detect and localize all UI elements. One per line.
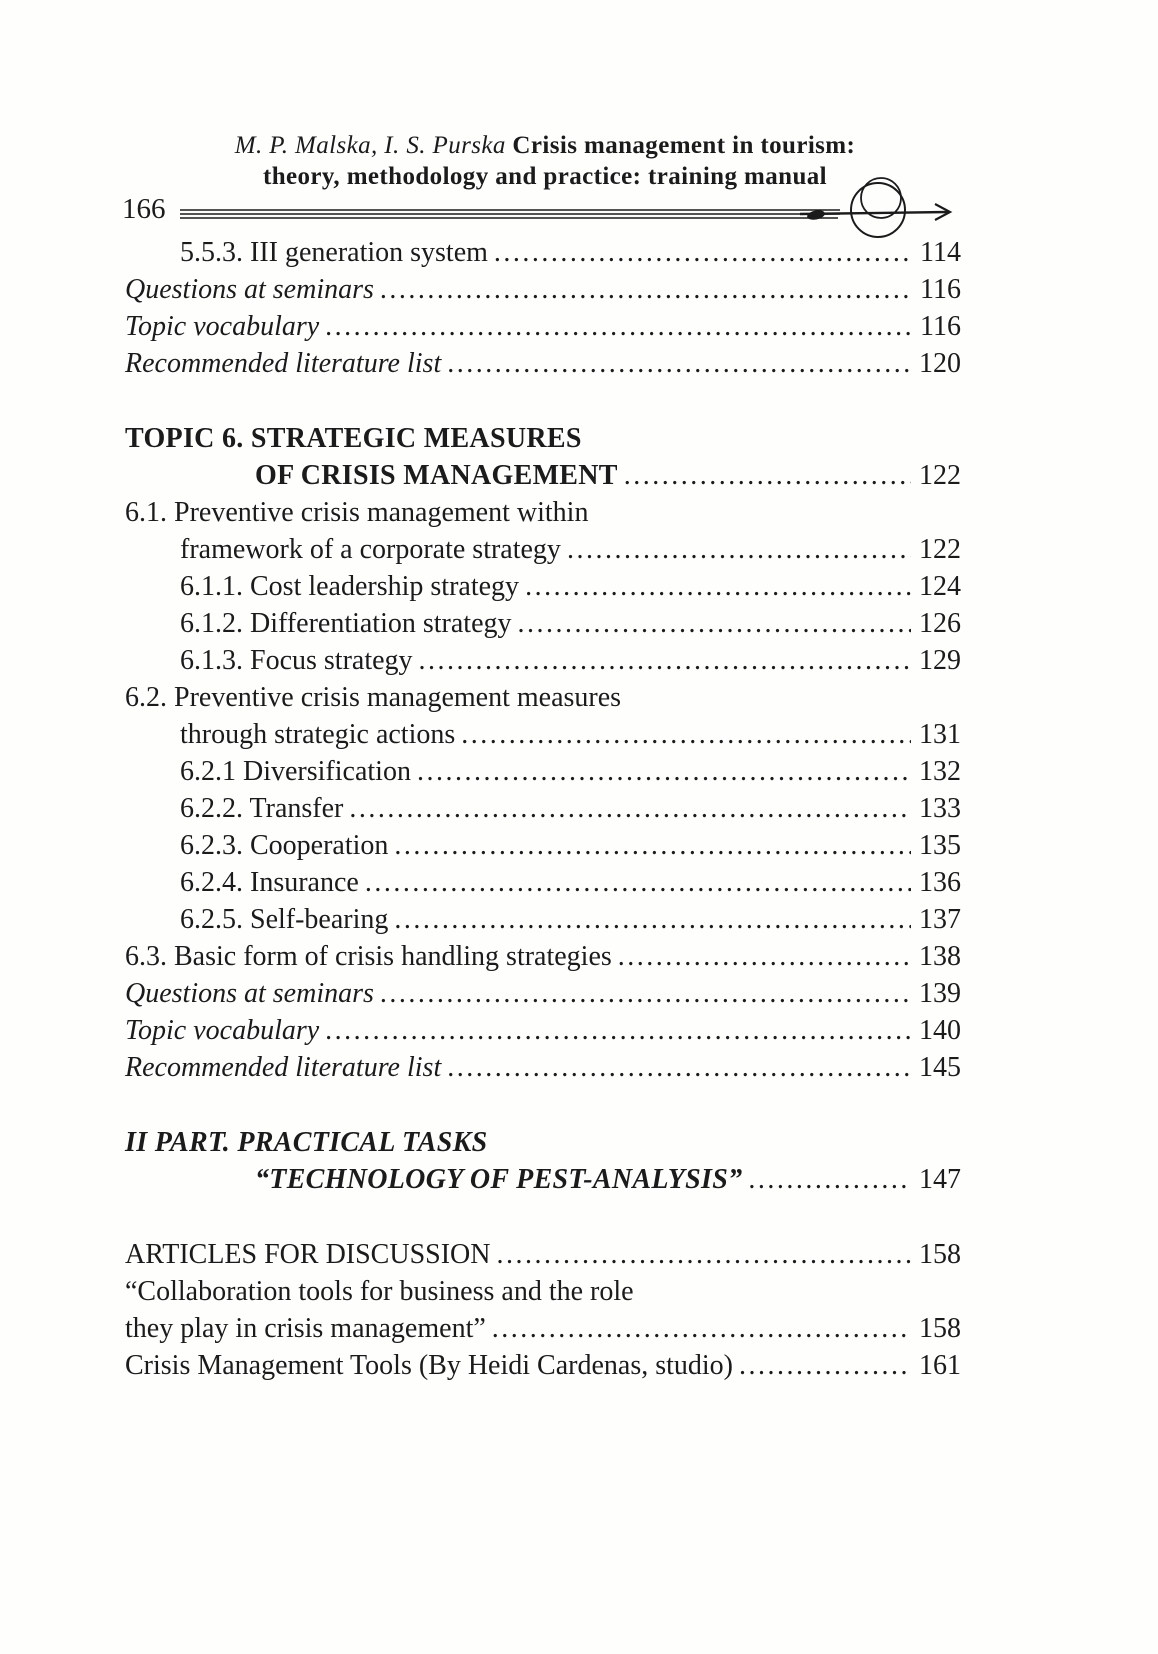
toc-page-number: 138 (919, 941, 961, 972)
toc-page-number: 116 (920, 311, 961, 342)
toc-entry-text: Crisis Management Tools (By Heidi Cardenas, studio) (125, 1350, 734, 1381)
toc-entry (125, 938, 961, 975)
toc-entry (125, 1124, 961, 1161)
toc-page-number: 147 (919, 1164, 961, 1195)
toc-entry-text: Topic vocabulary (125, 1015, 320, 1046)
toc-entry-text: 6.2. Preventive crisis management measures (125, 682, 622, 713)
dot-leader (380, 975, 911, 1012)
dot-leader (461, 716, 911, 753)
dot-leader (494, 234, 911, 271)
header-rule-row (122, 162, 968, 242)
toc-entry-text: TOPIC 6. STRATEGIC MEASURES (125, 423, 582, 454)
toc-entry-text: II PART. PRACTICAL TASKS (125, 1127, 488, 1158)
toc-page-number: 158 (919, 1313, 961, 1344)
toc-entry-text: they play in crisis management” (125, 1313, 486, 1344)
toc-entry (125, 1310, 961, 1347)
toc-entry-text: Recommended literature list (125, 1052, 442, 1083)
toc-entry (125, 494, 961, 531)
toc-entry (125, 234, 961, 271)
toc-entry-text: 6.2.2. Transfer (180, 793, 344, 824)
toc-entry-text: Questions at seminars (125, 978, 374, 1009)
toc-entry (125, 864, 961, 901)
toc-entry (125, 1273, 961, 1310)
toc-entry-text: ARTICLES FOR DISCUSSION (125, 1239, 491, 1270)
header-line-1 (125, 130, 965, 161)
dot-leader (525, 568, 911, 605)
toc-entry (125, 605, 961, 642)
toc-entry (125, 420, 961, 457)
toc-page-number: 114 (920, 237, 961, 268)
dot-leader (618, 938, 911, 975)
toc-page-number: 122 (919, 460, 961, 491)
toc-entry-text: OF CRISIS MANAGEMENT (255, 460, 618, 491)
toc-entry (125, 1049, 961, 1086)
dot-leader (748, 1161, 911, 1198)
toc-entry (125, 345, 961, 382)
toc-entry (125, 716, 961, 753)
dot-leader (417, 753, 911, 790)
dot-leader (518, 605, 911, 642)
toc-entry-text: Recommended literature list (125, 348, 442, 379)
dot-leader (447, 1049, 911, 1086)
toc-page-number: 124 (919, 571, 961, 602)
dot-leader (492, 1310, 911, 1347)
toc-entry-text: “Collaboration tools for business and the role (125, 1276, 634, 1307)
toc-entry-text: 6.1.1. Cost leadership strategy (180, 571, 520, 602)
toc-entry-text: 6.1. Preventive crisis management within (125, 497, 589, 528)
toc-entry-text: 6.2.4. Insurance (180, 867, 359, 898)
toc-page-number: 140 (919, 1015, 961, 1046)
dot-leader (349, 790, 911, 827)
toc-page-number: 126 (919, 608, 961, 639)
dot-leader (325, 1012, 911, 1049)
dot-leader (447, 345, 911, 382)
toc-entry-text: 6.1.2. Differentiation strategy (180, 608, 512, 639)
toc-page-number: 158 (919, 1239, 961, 1270)
dot-leader (419, 642, 911, 679)
toc-entry (125, 531, 961, 568)
toc-entry (125, 1236, 961, 1273)
toc-page-number: 122 (919, 534, 961, 565)
toc-entry-text: 6.1.3. Focus strategy (180, 645, 413, 676)
toc-entry-text: framework of a corporate strategy (180, 534, 561, 565)
header-title: Crisis management in tourism: (512, 132, 856, 159)
toc-page-number: 145 (919, 1052, 961, 1083)
toc-entry (125, 1161, 961, 1198)
dot-leader (380, 271, 911, 308)
toc-page-number: 116 (920, 274, 961, 305)
header-authors: M. P. Malska, I. S. Purska (234, 132, 506, 159)
toc-page-number: 132 (919, 756, 961, 787)
toc-entry (125, 308, 961, 345)
toc-entry (125, 901, 961, 938)
toc-entry-text: 6.2.3. Cooperation (180, 830, 389, 861)
dot-leader (739, 1347, 911, 1384)
page-number: 166 (122, 192, 166, 225)
toc-entry (125, 1347, 961, 1384)
dot-leader (497, 1236, 912, 1273)
toc-entry (125, 975, 961, 1012)
dot-leader (394, 901, 911, 938)
header-subtitle: theory, methodology and practice: training manual (262, 163, 828, 190)
toc-entry (125, 1012, 961, 1049)
toc-entry (125, 642, 961, 679)
toc-entry (125, 568, 961, 605)
dot-leader (365, 864, 911, 901)
toc-entry (125, 790, 961, 827)
toc-entry (125, 753, 961, 790)
toc-page-number: 136 (919, 867, 961, 898)
toc-page-number: 120 (919, 348, 961, 379)
dot-leader (325, 308, 911, 345)
toc-list (125, 234, 961, 1384)
toc-entry-text: Questions at seminars (125, 274, 374, 305)
spiral-arrow-ornament (178, 162, 962, 242)
toc-page-number: 139 (919, 978, 961, 1009)
toc-entry (125, 827, 961, 864)
toc-page-number: 129 (919, 645, 961, 676)
dot-leader (624, 457, 911, 494)
toc-entry-text: “TECHNOLOGY OF PEST-ANALYSIS” (255, 1164, 743, 1195)
dot-leader (567, 531, 911, 568)
toc-page-number: 131 (919, 719, 961, 750)
toc-page-number: 161 (919, 1350, 961, 1381)
toc-entry (125, 679, 961, 716)
toc-entry-text: Topic vocabulary (125, 311, 320, 342)
toc-entry-text: 6.2.1 Diversification (180, 756, 411, 787)
toc-page-number: 133 (919, 793, 961, 824)
toc-entry-text: 6.3. Basic form of crisis handling strategies (125, 941, 612, 972)
toc-entry-text: through strategic actions (180, 719, 456, 750)
dot-leader (394, 827, 911, 864)
toc-page-number: 137 (919, 904, 961, 935)
toc-page-number: 135 (919, 830, 961, 861)
toc-entry-text: 5.5.3. III generation system (180, 237, 488, 268)
toc-entry (125, 457, 961, 494)
toc-entry-text: 6.2.5. Self-bearing (180, 904, 389, 935)
toc-entry (125, 271, 961, 308)
